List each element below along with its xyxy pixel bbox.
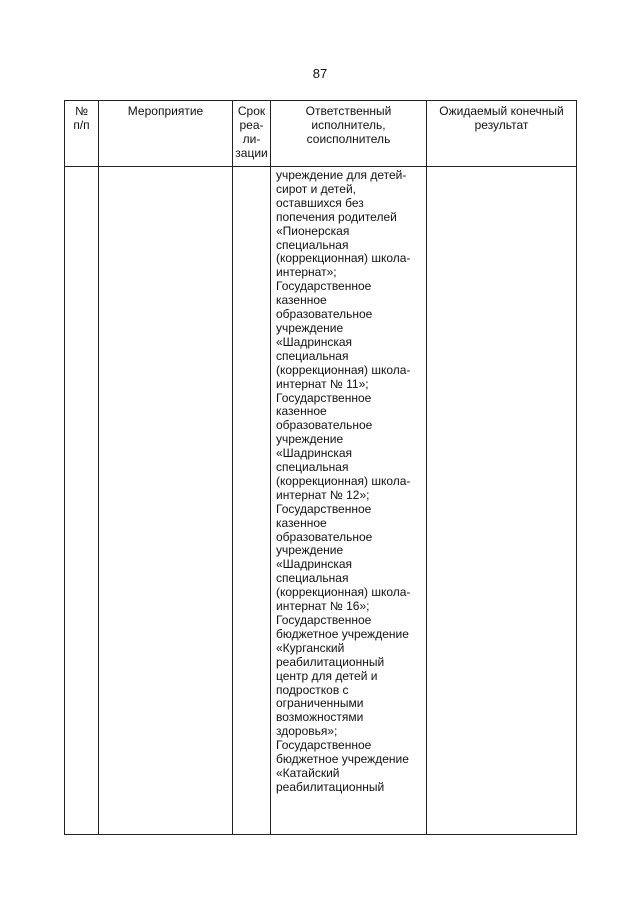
responsible-line: специальная bbox=[276, 348, 349, 363]
responsible-line: попечения родителей bbox=[276, 209, 397, 224]
header-responsible: Ответственный исполнитель, соисполнитель bbox=[271, 101, 427, 167]
responsible-line: «Пионерская bbox=[276, 223, 350, 238]
cell-num bbox=[65, 167, 99, 835]
responsible-line: казенное bbox=[276, 515, 327, 530]
activities-table bbox=[64, 100, 577, 835]
responsible-line: казенное bbox=[276, 404, 327, 419]
responsible-line: реабилитационный bbox=[276, 654, 385, 669]
header-activity: Мероприятие bbox=[99, 101, 233, 167]
responsible-line: специальная bbox=[276, 460, 349, 475]
responsible-line: специальная bbox=[276, 571, 349, 586]
responsible-line: учреждение bbox=[276, 432, 344, 447]
responsible-line: учреждение bbox=[276, 320, 344, 335]
responsible-line: центр для детей и bbox=[276, 668, 378, 683]
responsible-line: реабилитационный bbox=[276, 779, 385, 794]
responsible-line: образовательное bbox=[276, 529, 373, 544]
cell-term bbox=[233, 167, 271, 835]
responsible-line: интернат № 16»; bbox=[276, 599, 370, 614]
responsible-line: специальная bbox=[276, 237, 349, 252]
header-num: № п/п bbox=[65, 101, 99, 167]
responsible-line: сирот и детей, bbox=[276, 181, 357, 196]
responsible-line: «Шадринская bbox=[276, 557, 353, 572]
responsible-line: бюджетное учреждение bbox=[276, 626, 409, 641]
responsible-line: «Шадринская bbox=[276, 334, 353, 349]
responsible-line: казенное bbox=[276, 293, 327, 308]
cell-result bbox=[427, 167, 577, 835]
responsible-text bbox=[271, 167, 426, 795]
header-result: Ожидаемый конечный результат bbox=[427, 101, 577, 167]
responsible-line: бюджетное учреждение bbox=[276, 752, 409, 767]
responsible-line: оставшихся без bbox=[276, 195, 364, 210]
cell-activity bbox=[99, 167, 233, 835]
responsible-line: возможностями bbox=[276, 710, 364, 725]
responsible-line: учреждение bbox=[276, 543, 344, 558]
responsible-line: Государственное bbox=[276, 390, 372, 405]
responsible-line: подростков с bbox=[276, 682, 349, 697]
responsible-line: «Шадринская bbox=[276, 446, 353, 461]
responsible-line: «Катайский bbox=[276, 765, 340, 780]
responsible-line: Государственное bbox=[276, 501, 372, 516]
responsible-line: (коррекционная) школа- bbox=[276, 585, 411, 600]
responsible-line: интернат № 12»; bbox=[276, 487, 370, 502]
responsible-line: интернат»; bbox=[276, 265, 337, 280]
page-number: 87 bbox=[312, 66, 328, 81]
responsible-line: (коррекционная) школа- bbox=[276, 362, 411, 377]
responsible-line: (коррекционная) школа- bbox=[276, 251, 411, 266]
responsible-line: Государственное bbox=[276, 613, 372, 627]
table-header-row bbox=[65, 101, 577, 167]
responsible-line: (коррекционная) школа- bbox=[276, 473, 411, 488]
responsible-line: «Курганский bbox=[276, 640, 345, 655]
responsible-line: образовательное bbox=[276, 418, 373, 433]
responsible-line: Государственное bbox=[276, 279, 372, 294]
responsible-line: Государственное bbox=[276, 738, 372, 753]
responsible-line: здоровья»; bbox=[276, 724, 338, 739]
responsible-line: интернат № 11»; bbox=[276, 376, 369, 391]
header-term: Срок реа- ли- зации bbox=[233, 101, 271, 167]
responsible-line: образовательное bbox=[276, 307, 373, 322]
table-row bbox=[65, 167, 577, 835]
responsible-line: учреждение для детей- bbox=[276, 168, 407, 182]
cell-responsible bbox=[271, 167, 427, 835]
responsible-line: ограниченными bbox=[276, 696, 364, 711]
